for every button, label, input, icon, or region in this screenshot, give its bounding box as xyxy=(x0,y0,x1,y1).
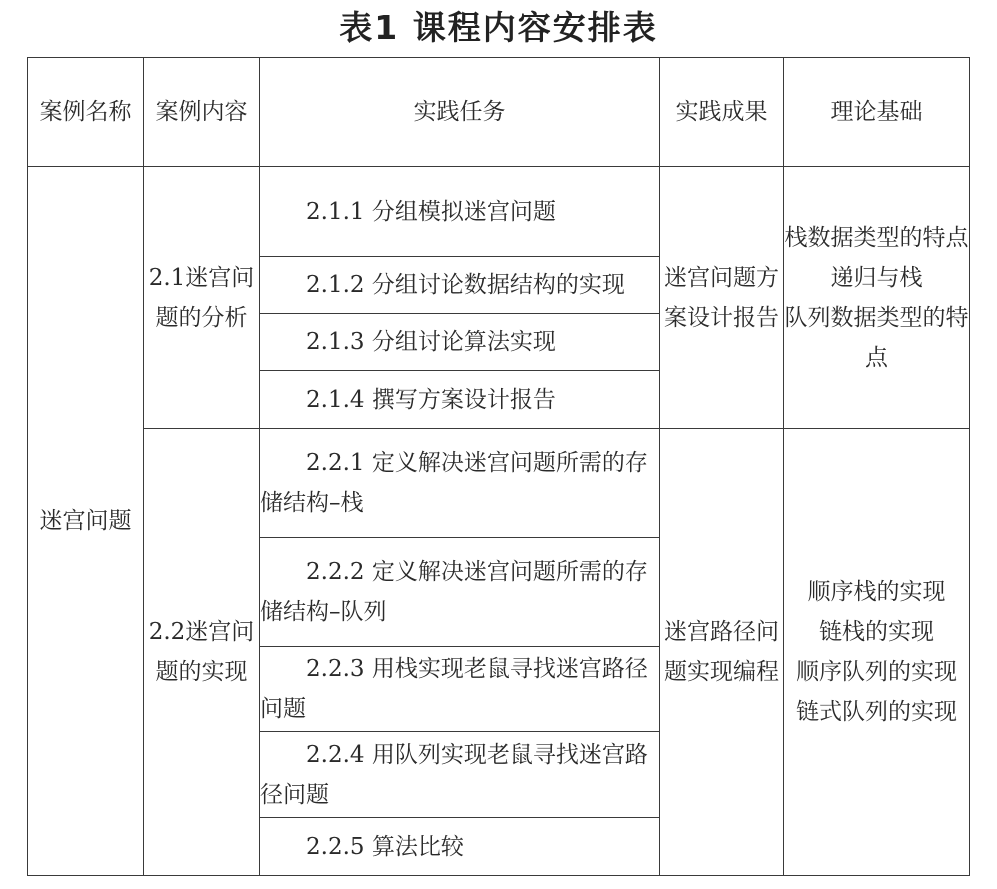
table-row xyxy=(28,167,970,257)
group-2-result: 迷宫路径问题实现编程 xyxy=(660,429,784,876)
group-1-result: 迷宫问题方案设计报告 xyxy=(660,167,784,429)
header-case-name: 案例名称 xyxy=(28,58,144,167)
task-text: 2.2.5 算法比较 xyxy=(306,833,464,860)
task-cell xyxy=(260,167,660,257)
group-1-content: 2.1迷宫问题的分析 xyxy=(144,167,260,429)
task-text: 2.2.3 用栈实现老鼠寻找迷宫路径问题 xyxy=(260,656,648,722)
case-name-cell: 迷宫问题 xyxy=(28,167,144,876)
group-2-content: 2.2迷宫问题的实现 xyxy=(144,429,260,876)
header-theory-basis: 理论基础 xyxy=(784,58,970,167)
task-cell xyxy=(260,314,660,371)
task-cell xyxy=(260,371,660,429)
header-case-content: 案例内容 xyxy=(144,58,260,167)
task-text: 2.1.3 分组讨论算法实现 xyxy=(306,329,556,355)
theory-line: 链式队列的实现 xyxy=(796,699,957,725)
task-text: 2.1.1 分组模拟迷宫问题 xyxy=(306,198,556,225)
task-cell xyxy=(260,538,660,647)
header-practice-result: 实践成果 xyxy=(660,58,784,167)
theory-line: 栈数据类型的特点 xyxy=(784,224,969,251)
task-cell xyxy=(260,818,660,876)
table-title: 表1 课程内容安排表 xyxy=(339,8,658,47)
group-1-theory xyxy=(784,167,970,429)
task-cell xyxy=(260,732,660,818)
header-practice-task: 实践任务 xyxy=(260,58,660,167)
theory-line: 顺序栈的实现 xyxy=(807,579,946,605)
theory-line: 顺序队列的实现 xyxy=(796,659,957,685)
theory-line: 递归与栈 xyxy=(830,264,923,291)
task-cell xyxy=(260,429,660,538)
task-text: 2.1.4 撰写方案设计报告 xyxy=(306,386,556,413)
task-cell xyxy=(260,257,660,314)
task-text: 2.1.2 分组讨论数据结构的实现 xyxy=(306,272,625,298)
theory-line: 队列数据类型的特点 xyxy=(784,304,969,371)
header-row xyxy=(28,58,970,167)
table-row xyxy=(28,429,970,538)
theory-line: 链栈的实现 xyxy=(819,619,934,645)
group-2-theory xyxy=(784,429,970,876)
course-table xyxy=(27,57,970,876)
task-cell xyxy=(260,647,660,732)
task-text: 2.2.2 定义解决迷宫问题所需的存储结构–队列 xyxy=(260,559,648,625)
task-text: 2.2.1 定义解决迷宫问题所需的存储结构–栈 xyxy=(260,450,648,516)
task-text: 2.2.4 用队列实现老鼠寻找迷宫路径问题 xyxy=(260,741,648,808)
